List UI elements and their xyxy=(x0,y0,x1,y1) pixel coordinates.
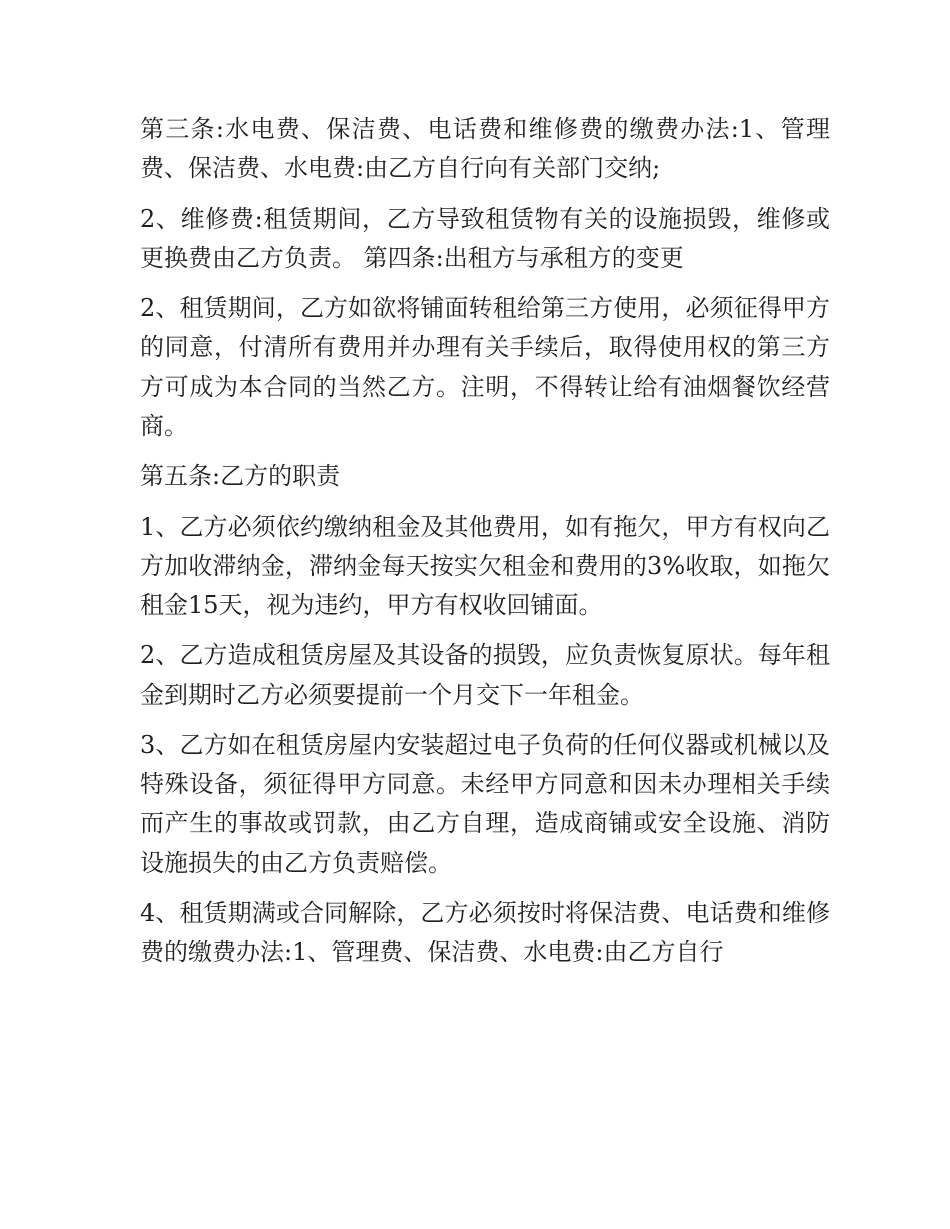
paragraph-equipment-install: 3、乙方如在租赁房屋内安装超过电子负荷的任何仪器或机械以及特殊设备，须征得甲方同意。未经甲方同意和因未办理相关手续而产生的事故或罚款，由乙方自理，造成商铺或安全设施、消防设施损失的由乙方负责赔偿。 xyxy=(140,730,830,877)
heading-article-5: 第五条:乙方的职责 xyxy=(140,462,341,491)
document-page xyxy=(140,110,830,984)
paragraph-maintenance-fee: 2、维修费:租赁期间，乙方导致租赁物有关的设施损毁，维修或更换费由乙方负责。 第四条:出租方与承租方的变更 xyxy=(140,204,830,272)
paragraph-rent-payment: 1、乙方必须依约缴纳租金及其他费用，如有拖欠，甲方有权向乙方加收滞纳金，滞纳金每天按实欠租金和费用的3%收取，如拖欠租金15天，视为违约，甲方有权收回铺面。 xyxy=(140,512,830,619)
paragraph-lease-expiry: 4、租赁期满或合同解除，乙方必须按时将保洁费、电话费和维修费的缴费办法:1、管理费、保洁费、水电费:由乙方自行 xyxy=(140,898,830,967)
paragraph-article-3: 第三条:水电费、保洁费、电话费和维修费的缴费办法:1、管理费、保洁费、水电费:由乙方自行向有关部门交纳; xyxy=(140,115,830,183)
paragraph-damage-restore: 2、乙方造成租赁房屋及其设备的损毁，应负责恢复原状。每年租金到期时乙方必须要提前一个月交下一年租金。 xyxy=(140,641,830,709)
paragraph-sublease: 2、租赁期间，乙方如欲将铺面转租给第三方使用，必须征得甲方的同意，付清所有费用并办理有关手续后，取得使用权的第三方方可成为本合同的当然乙方。注明，不得转让给有油烟餐饮经营商。 xyxy=(140,294,830,440)
